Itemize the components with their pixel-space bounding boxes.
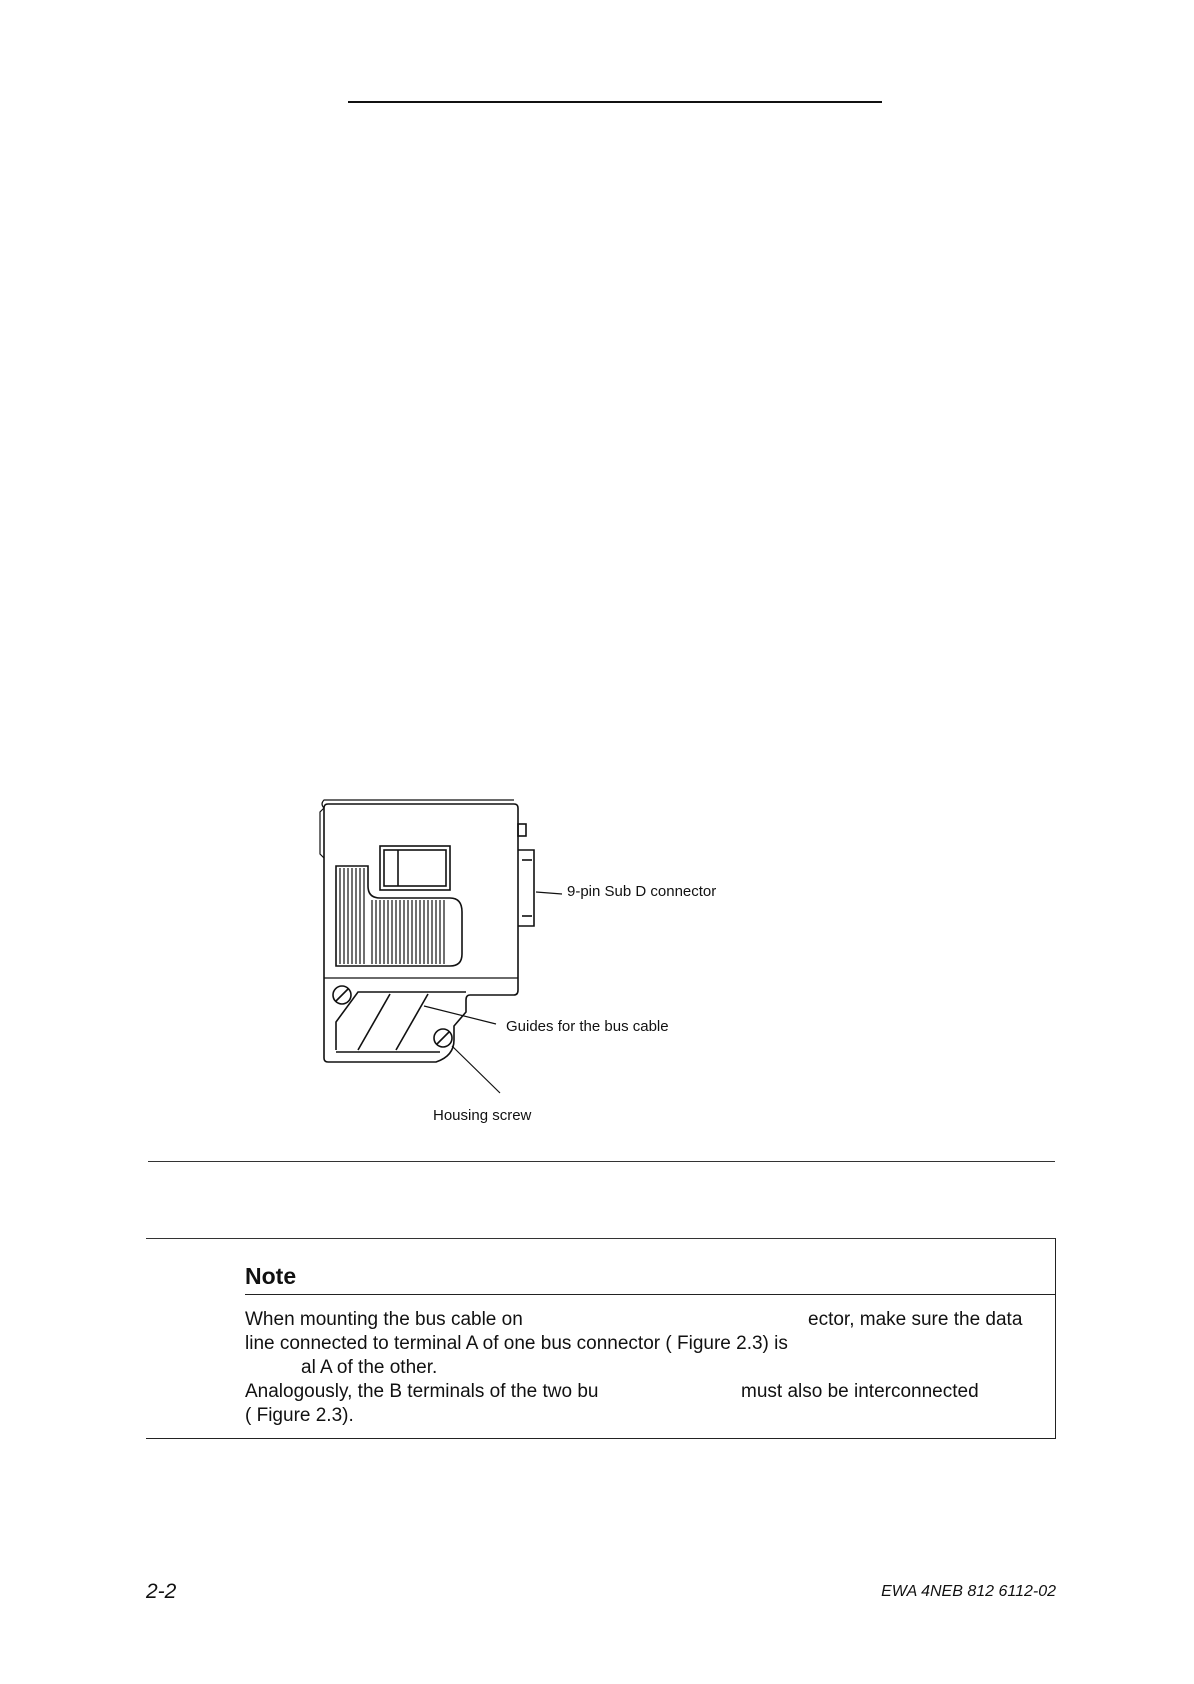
bus-connector-figure xyxy=(300,790,760,1150)
page-number: 2-2 xyxy=(146,1580,177,1603)
bus-connector-drawing xyxy=(300,790,760,1150)
note-title: Note xyxy=(245,1263,297,1289)
callout-housing-screw: Housing screw xyxy=(433,1107,532,1124)
callout-connector: 9-pin Sub D connector xyxy=(567,883,717,900)
document-code: EWA 4NEB 812 6112-02 xyxy=(881,1583,1056,1600)
note-line-5: ( Figure 2.3). xyxy=(245,1405,354,1426)
note-line-4b: must also be interconnected xyxy=(741,1381,979,1402)
note-line-2: line connected to terminal A of one bus connector ( Figure 2.3) is xyxy=(245,1333,788,1354)
note-line-1a: When mounting the bus cable on xyxy=(245,1309,523,1330)
grip-ribs xyxy=(340,868,444,964)
figure-bottom-rule xyxy=(148,1161,1055,1162)
note-line-3: al A of the other. xyxy=(301,1357,438,1378)
note-line-1b: ector, make sure the data xyxy=(808,1309,1023,1330)
callout-cable-guides: Guides for the bus cable xyxy=(506,1018,669,1035)
note-line-4a: Analogously, the B terminals of the two bu xyxy=(245,1381,599,1402)
header-rule xyxy=(348,101,882,103)
note-title-rule xyxy=(245,1294,1056,1295)
